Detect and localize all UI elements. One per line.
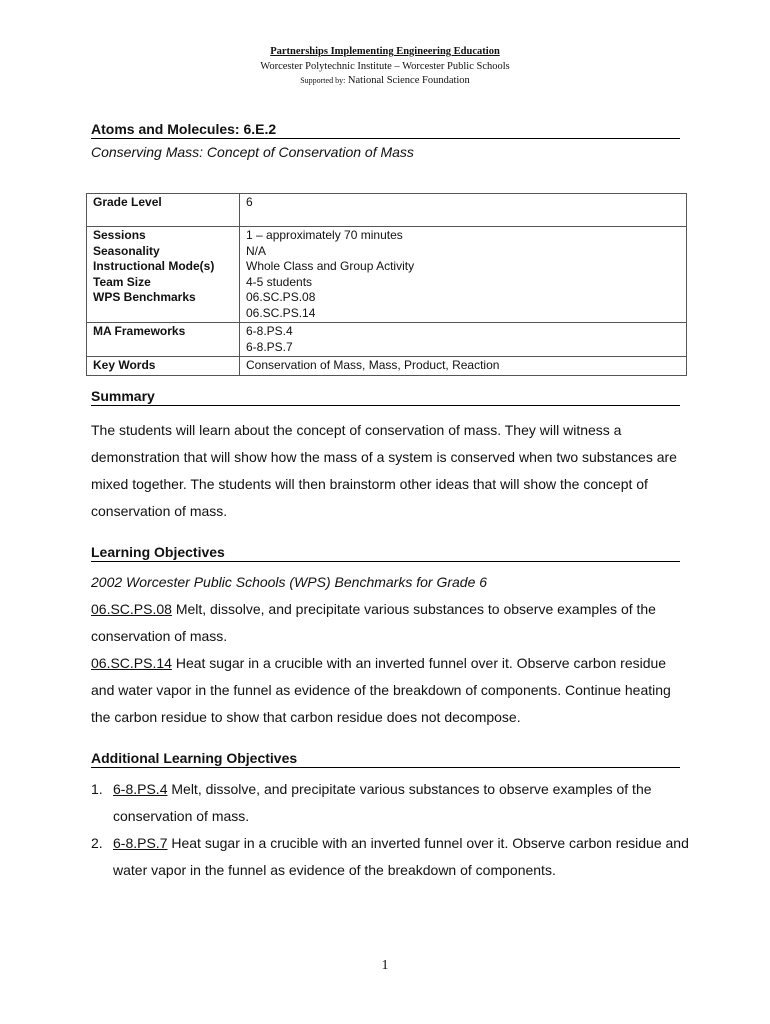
instructional-mode-label: Instructional Mode(s)	[93, 259, 215, 273]
objective-text: Heat sugar in a crucible with an inverted funnel over it. Observe carbon residue and water vapor in the funnel as evidence of the breakdown of components. Continue heating the carbon residue to show that carbon residue does not decompose.	[91, 655, 671, 725]
benchmark-code: 06.SC.PS.08	[91, 601, 172, 617]
grade-level-label: Grade Level	[87, 194, 240, 227]
list-item-text	[113, 776, 691, 830]
team-size-label: Team Size	[93, 274, 151, 289]
header-program-name: Partnerships Implementing Engineering Education	[270, 46, 500, 57]
details-values-cell	[240, 227, 687, 323]
lesson-info-table	[86, 193, 687, 376]
list-item-text	[113, 830, 691, 884]
framework-code: 6-8.PS.4	[113, 781, 168, 797]
objective-item	[91, 596, 691, 650]
summary-heading: Summary	[91, 388, 680, 406]
team-size-value: 4-5 students	[246, 274, 313, 289]
document-title: Atoms and Molecules: 6.E.2	[91, 121, 680, 139]
summary-paragraph: The students will learn about the concept of conservation of mass. They will witness a demonstration that will show how the mass of a system is conserved when two substances are mixed together. The students will then brainstorm other ideas that will show the concept of conservation of mass.	[91, 422, 677, 519]
wps-benchmark-value: 06.SC.PS.08	[246, 290, 316, 304]
table-row	[87, 227, 687, 323]
learning-objectives-heading: Learning Objectives	[91, 544, 680, 562]
learning-objectives-body	[91, 569, 691, 731]
key-words-label: Key Words	[87, 357, 240, 376]
ma-framework-value: 6-8.PS.7	[246, 339, 293, 354]
grade-level-value: 6	[240, 194, 687, 227]
seasonality-value: N/A	[246, 243, 267, 258]
framework-code: 6-8.PS.7	[113, 835, 168, 851]
table-row	[87, 323, 687, 357]
wps-benchmarks-subheading: 2002 Worcester Public Schools (WPS) Benchmarks for Grade 6	[91, 574, 488, 590]
objective-item	[91, 650, 691, 731]
header-institutions: Worcester Polytechnic Institute – Worcester Public Schools	[260, 61, 510, 72]
header-support	[0, 75, 770, 86]
document-subtitle: Conserving Mass: Concept of Conservation of Mass	[91, 144, 414, 160]
ma-framework-value: 6-8.PS.4	[246, 324, 293, 338]
additional-objectives-heading: Additional Learning Objectives	[91, 750, 680, 768]
wps-benchmark-value: 06.SC.PS.14	[246, 305, 316, 320]
seasonality-label: Seasonality	[93, 243, 160, 258]
list-item	[91, 830, 691, 884]
objective-text: Heat sugar in a crucible with an inverted funnel over it. Observe carbon residue and water vapor in the funnel as evidence of the breakdown of components.	[113, 835, 689, 878]
objective-text: Melt, dissolve, and precipitate various substances to observe examples of the conservation of mass.	[113, 781, 652, 824]
list-item	[91, 776, 691, 830]
sessions-label: Sessions	[93, 228, 146, 242]
list-number: 2.	[91, 835, 103, 851]
summary-text	[91, 417, 691, 525]
instructional-mode-value: Whole Class and Group Activity	[246, 259, 415, 273]
wps-benchmarks-label: WPS Benchmarks	[93, 290, 196, 304]
header-support-prefix: Supported by:	[300, 76, 346, 85]
benchmark-code: 06.SC.PS.14	[91, 655, 172, 671]
key-words-value: Conservation of Mass, Mass, Product, Reaction	[240, 357, 687, 376]
details-labels-cell	[87, 227, 240, 323]
sessions-value: 1 – approximately 70 minutes	[246, 228, 403, 242]
ma-frameworks-cell	[240, 323, 687, 357]
header-sponsor: National Science Foundation	[347, 75, 470, 86]
ma-frameworks-label: MA Frameworks	[87, 323, 240, 357]
list-number: 1.	[91, 781, 103, 797]
table-row	[87, 194, 687, 227]
page-number: 1	[381, 958, 389, 973]
table-row	[87, 357, 687, 376]
objective-text: Melt, dissolve, and precipitate various substances to observe examples of the conservation of mass.	[91, 601, 656, 644]
